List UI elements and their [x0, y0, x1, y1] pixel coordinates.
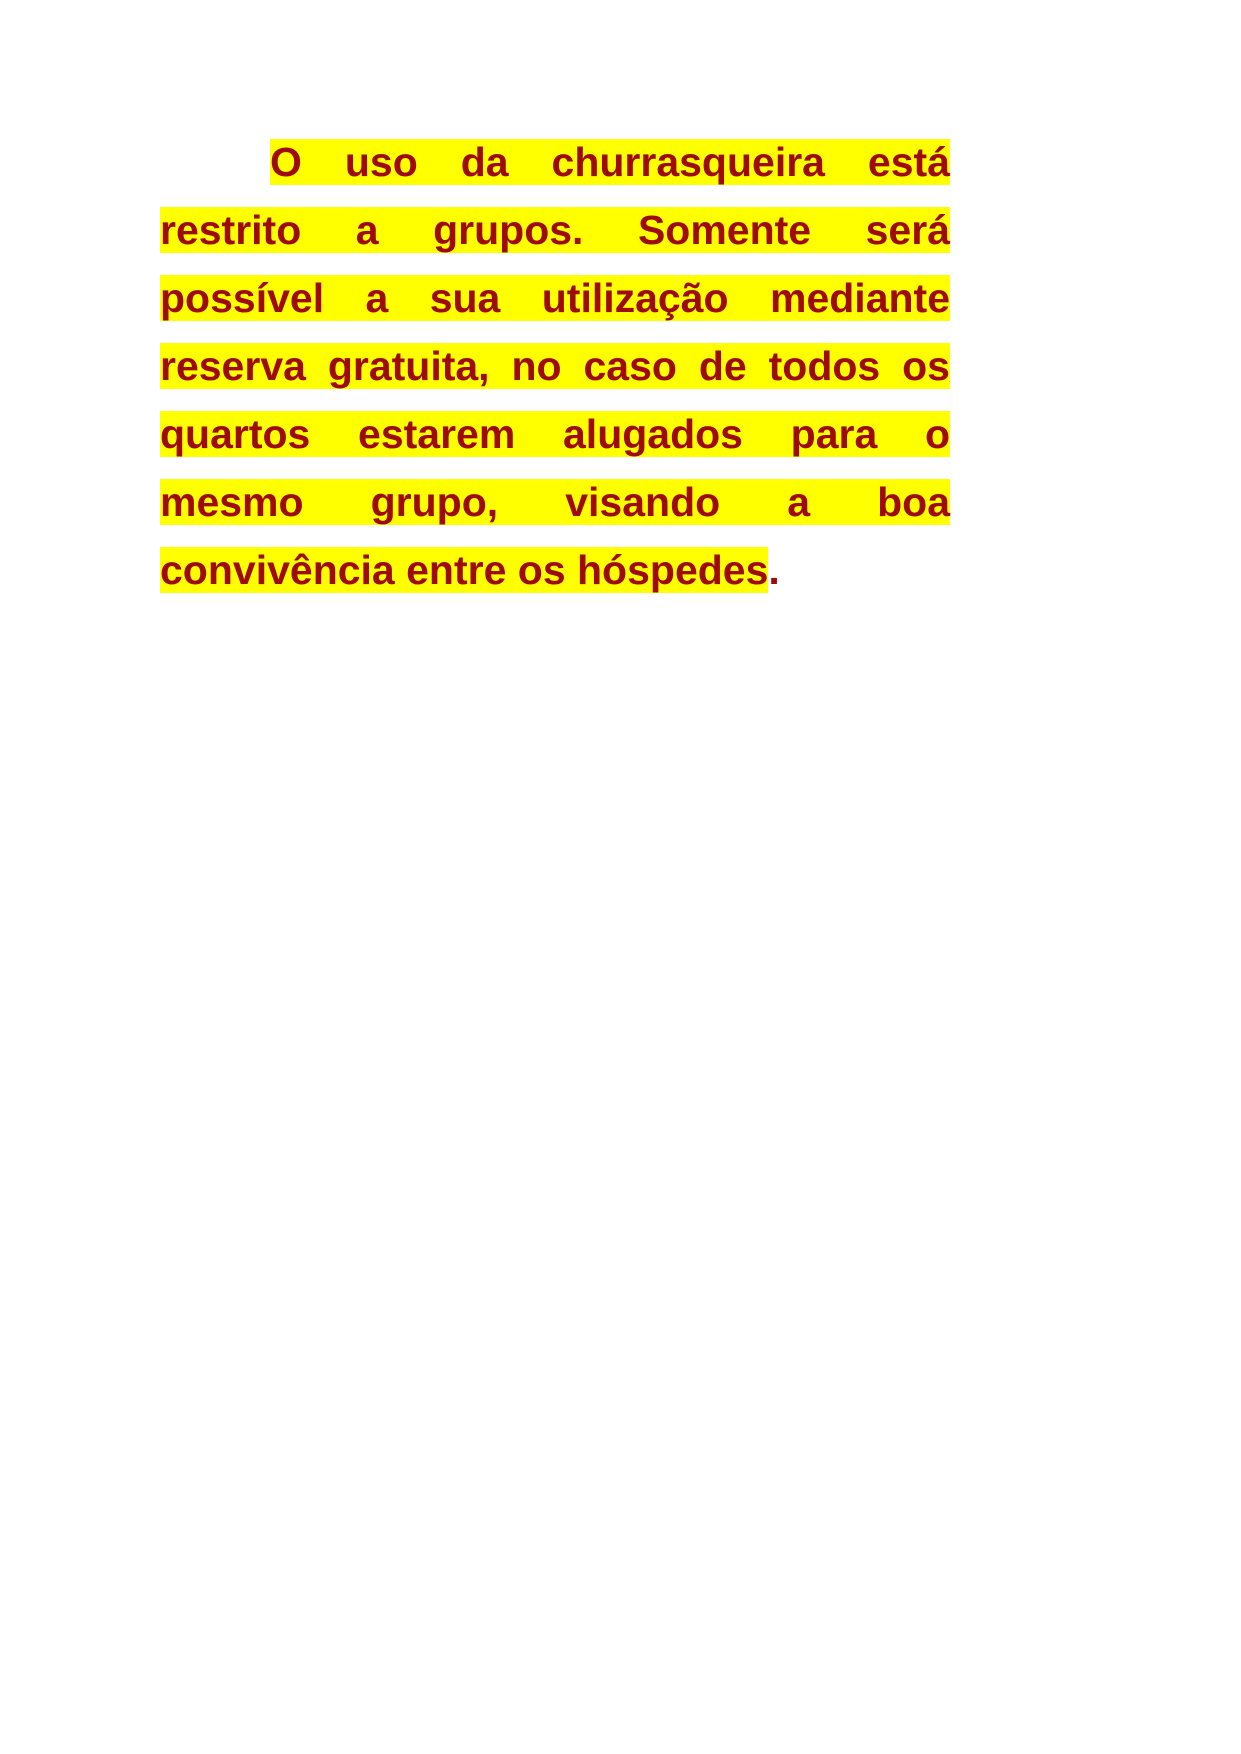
document-body	[160, 128, 950, 604]
paragraph-trailing-punctuation: .	[768, 547, 780, 593]
paragraph-rules-churrasqueira	[160, 128, 950, 604]
highlighted-text: O uso da churrasqueira está restrito a grupos. Somente será possível a sua utilização mediante reserva gratuita, no caso de todos os quartos estarem alugados para o mesmo grupo, visando a boa convivência entre os hóspedes	[160, 139, 950, 593]
